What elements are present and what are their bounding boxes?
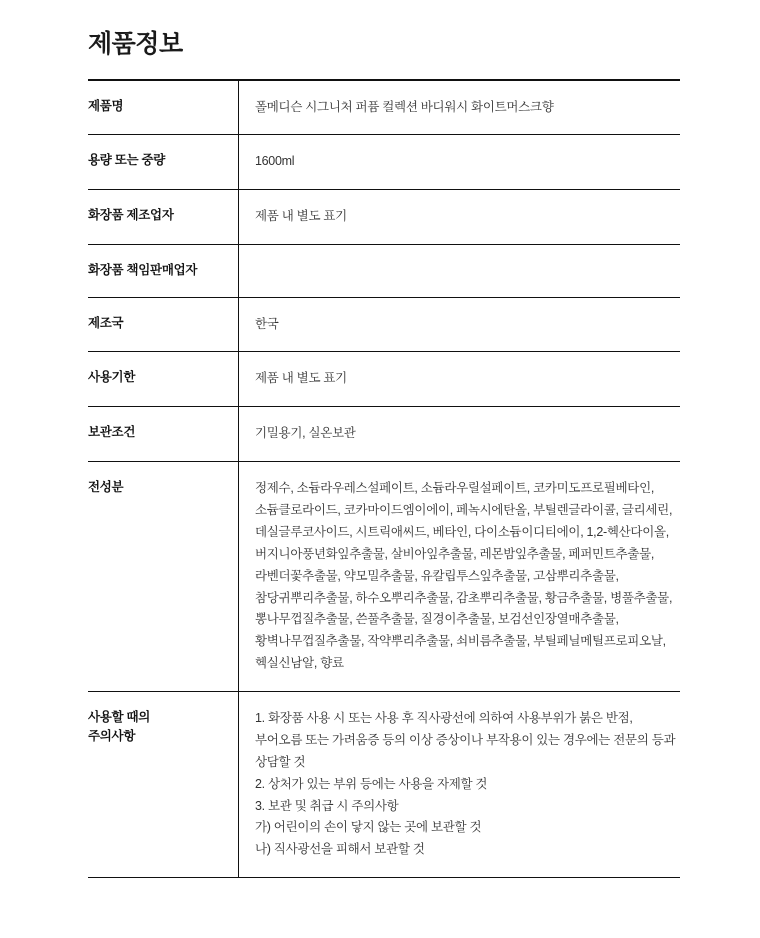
table-row: [88, 80, 680, 135]
table-row: [88, 245, 680, 297]
row-value-responsible-seller: [239, 245, 681, 297]
row-value-expiry: 제품 내 별도 표기: [239, 352, 681, 407]
row-label-expiry: 사용기한: [88, 370, 136, 385]
row-value-manufacturer: 제품 내 별도 표기: [239, 190, 681, 245]
row-value-ingredients: 정제수, 소듐라우레스설페이트, 소듐라우릴설페이트, 코카미도프로필베타인, 소듐클로라이드, 코카마이드엠이에이, 페녹시에탄올, 부틸렌글라이콜, 글리세린, 데실글루코사이드, 시트릭애씨드, 베타인, 다이소듐이디티에이, 1,2-헥산다이올, 버지니아풍년화잎추출물, 살비아잎추출물, 레몬밤잎추출물, 페퍼민트추출물, 라벤더꽃추출물, 약모밀추출물, 유칼립투스잎추출물, 고삼뿌리추출물, 참당귀뿌리추출물, 하수오뿌리추출물, 감초뿌리추출물, 황금추출물, 병풀추출물, 뽕나무껍질추출물, 쓴풀추출물, 질경이추출물, 보검선인장열매추출물, 황벽나무껍질추출물, 작약뿌리추출물, 쇠비름추출물, 부틸페닐메틸프로피오날, 헥실신남알, 향료: [239, 462, 681, 692]
row-value-storage-conditions: 기밀용기, 실온보관: [239, 407, 681, 462]
row-value-volume: 1600ml: [239, 135, 681, 190]
row-value-product-name: 폴메디슨 시그니처 퍼퓸 컬렉션 바디워시 화이트머스크향: [239, 80, 681, 135]
row-label-precautions: 사용할 때의 주의사항: [88, 710, 151, 744]
table-row: [88, 190, 680, 245]
row-label-ingredients: 전성분: [88, 480, 124, 495]
row-label-manufacturer: 화장품 제조업자: [88, 208, 174, 223]
table-row: [88, 692, 680, 878]
row-value-country-of-origin: 한국: [239, 297, 681, 352]
row-value-precautions: 1. 화장품 사용 시 또는 사용 후 직사광선에 의하여 사용부위가 붉은 반점, 부어오름 또는 가려움증 등의 이상 증상이나 부작용이 있는 경우에는 전문의 등과 상담할 것 2. 상처가 있는 부위 등에는 사용을 자제할 것 3. 보관 및 취급 시 주의사항 가) 어린이의 손이 닿지 않는 곳에 보관할 것 나) 직사광선을 피해서 보관할 것: [239, 692, 681, 878]
row-label-responsible-seller: 화장품 책임판매업자: [88, 263, 198, 278]
row-label-product-name: 제품명: [88, 98, 124, 113]
product-info-table: [88, 79, 680, 879]
table-row: [88, 462, 680, 692]
page-title: 제품정보: [88, 30, 183, 58]
bottom-spacer: [88, 878, 680, 938]
row-label-volume: 용량 또는 중량: [88, 153, 165, 168]
table-row: [88, 297, 680, 352]
table-row: [88, 407, 680, 462]
row-label-country-of-origin: 제조국: [88, 315, 124, 330]
table-row: [88, 135, 680, 190]
table-row: [88, 352, 680, 407]
row-label-storage-conditions: 보관조건: [88, 425, 136, 440]
product-info-table-body: [88, 80, 680, 878]
